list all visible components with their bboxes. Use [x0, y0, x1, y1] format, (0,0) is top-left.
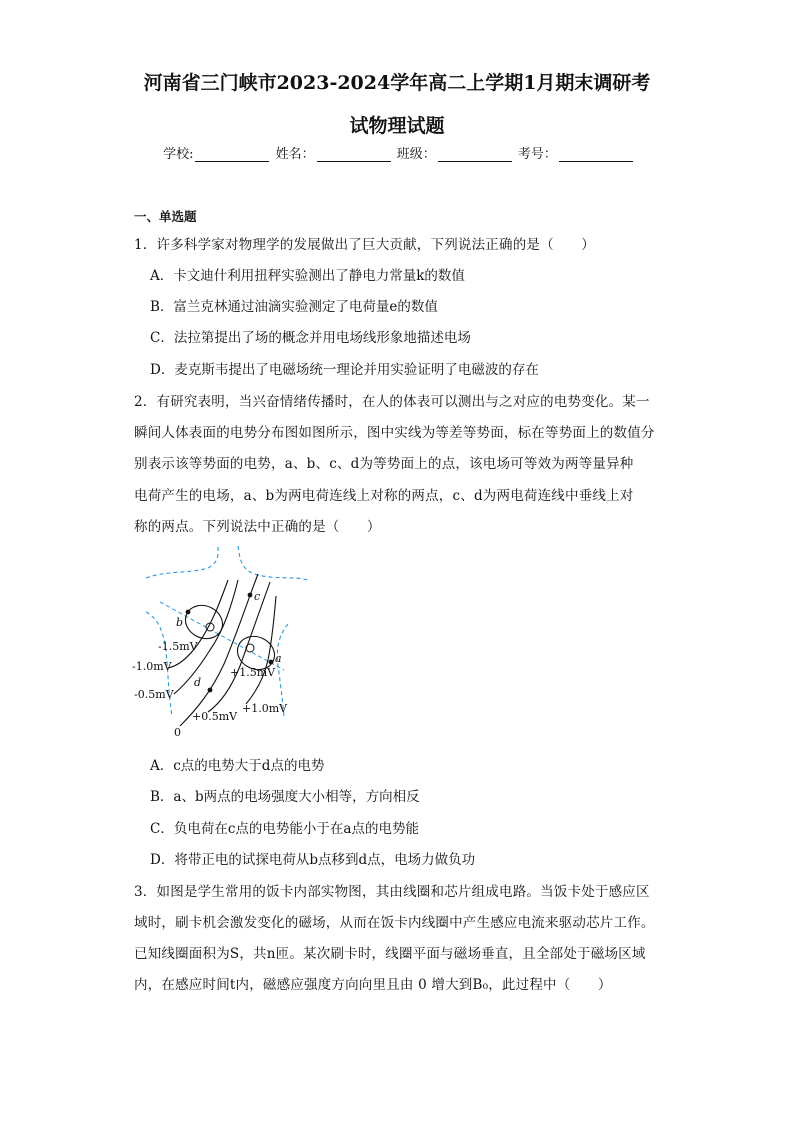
label-minus-0-5: -0.5mV: [134, 688, 174, 701]
label-d: d: [194, 676, 202, 689]
point-a-dot: [269, 660, 274, 665]
q3-line-2: 域时，刷卡机会激发变化的磁场，从而在饭卡内线圈中产生感应电流来驱动芯片工作。: [134, 915, 655, 931]
class-blank: [438, 147, 512, 162]
school-blank: [195, 147, 269, 162]
label-plus-1-0: +1.0mV: [242, 702, 288, 715]
q1-option-c: C．法拉第提出了场的概念并用电场线形象地描述电场: [150, 330, 471, 346]
label-zero: 0: [174, 726, 181, 738]
q1-stem: 1．许多科学家对物理学的发展做出了巨大贡献，下列说法正确的是（ ）: [134, 237, 595, 253]
label-c: c: [254, 590, 261, 603]
q2-line-5: 称的两点。下列说法中正确的是（ ）: [134, 519, 381, 535]
label-b: b: [176, 616, 184, 629]
name-label: 姓名：: [275, 147, 315, 162]
charge-axis: [160, 602, 284, 670]
equipotential-minus-1-5: [180, 599, 228, 644]
q1-option-b: B．富兰克林通过油滴实验测定了电荷量e的数值: [150, 299, 438, 315]
equipotential-figure: [128, 540, 318, 738]
q1-option-a: A．卡文迪什利用扭秤实验测出了静电力常量k的数值: [150, 268, 465, 284]
body-outline-left-shoulder: [146, 546, 218, 578]
name-blank: [317, 147, 391, 162]
page-title-line2: 试物理试题: [349, 115, 445, 137]
label-minus-1-5: -1.5mV: [158, 640, 198, 653]
q3-line-1: 3．如图是学生常用的饭卡内部实物图，其由线圈和芯片组成电路。当饭卡处于感应区: [134, 884, 650, 900]
q3-line-4: 内，在感应时间t内，磁感应强度方向向里且由 0 增大到B₀，此过程中（ ）: [134, 977, 612, 993]
point-d-dot: [208, 688, 213, 693]
page-title: 河南省三门峡市2023-2024学年高二上学期1月期末调研考: [143, 72, 651, 94]
q2-line-4: 电荷产生的电场，a、b为两电荷连线上对称的两点，c、d为两电荷连线中垂线上对: [134, 488, 634, 504]
q3-line-3: 已知线圈面积为S，共n匝。某次刷卡时，线圈平面与磁场垂直，且全部处于磁场区域: [134, 946, 646, 962]
q2-option-c: C．负电荷在c点的电势能小于在a点的电势能: [150, 821, 419, 837]
q2-option-a: A．c点的电势大于d点的电势: [150, 758, 325, 774]
id-label: 考号：: [517, 147, 557, 162]
q2-line-3: 别表示该等势面的电势，a、b、c、d为等势面上的点，该电场可等效为两等量异种: [134, 456, 634, 472]
id-blank: [559, 147, 633, 162]
class-label: 班级：: [396, 147, 436, 162]
q2-option-d: D．将带正电的试探电荷从b点移到d点，电场力做负功: [150, 852, 476, 868]
section-heading: 一、单选题: [134, 209, 197, 224]
q2-option-b: B．a、b两点的电场强度大小相等，方向相反: [150, 789, 420, 805]
equipotential-minus-0-5: [174, 580, 238, 694]
q2-line-1: 2．有研究表明，当兴奋情绪传播时，在人的体表可以测出与之对应的电势变化。某一: [134, 394, 650, 410]
label-plus-1-5: +1.5mV: [230, 666, 276, 679]
school-label: 学校:: [163, 147, 194, 162]
point-b-dot: [186, 610, 191, 615]
point-c-dot: [248, 593, 253, 598]
label-minus-1-0: -1.0mV: [132, 660, 172, 673]
student-info-row: [0, 143, 794, 162]
q1-option-d: D．麦克斯韦提出了电磁场统一理论并用实验证明了电磁波的存在: [150, 362, 539, 378]
equipotential-plus-0-5: [208, 582, 270, 712]
q2-line-2: 瞬间人体表面的电势分布图如图所示，图中实线为等差等势面，标在等势面上的数值分: [134, 425, 655, 441]
label-plus-0-5: +0.5mV: [192, 710, 238, 723]
label-a: a: [275, 652, 282, 665]
body-outline-right-shoulder: [238, 546, 308, 580]
